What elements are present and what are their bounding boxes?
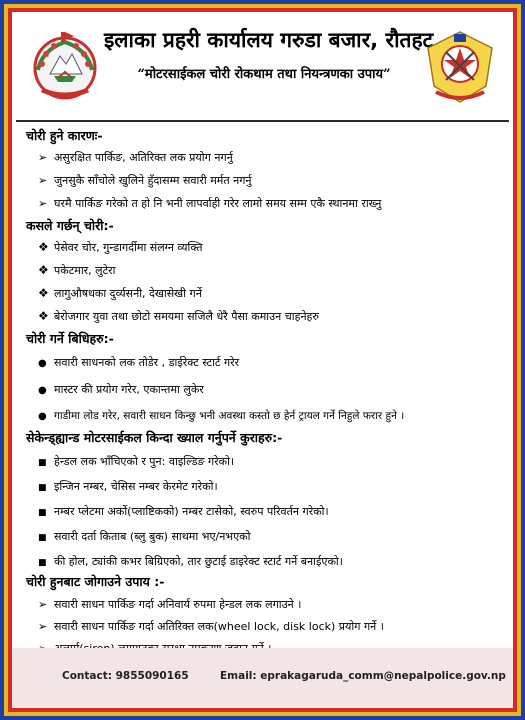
dot-bullet-icon: ● bbox=[38, 411, 47, 422]
nepal-police-emblem-icon bbox=[424, 28, 496, 106]
arrow-bullet-icon: ➢ bbox=[38, 620, 48, 633]
square-bullet-icon: ■ bbox=[38, 458, 47, 468]
list-item: ➢ जुनसुकै साँचोले खुलिने हुँदासम्म सवारी मर्मत नगर्नु bbox=[38, 174, 252, 187]
section-secondhand-checks bbox=[26, 429, 506, 446]
list-item: ➢ सवारी साधन पार्किङ गर्दा अतिरिक्त लक(wheel lock, disk lock) प्रयोग गर्ने । bbox=[38, 620, 384, 633]
arrow-bullet-icon: ➢ bbox=[38, 174, 48, 187]
dot-bullet-icon: ● bbox=[38, 385, 47, 396]
header-divider bbox=[16, 120, 509, 122]
section-title: कसले गर्छन् चोरी:- bbox=[26, 218, 114, 233]
dot-bullet-icon: ● bbox=[38, 358, 47, 369]
nepal-emblem-icon bbox=[28, 30, 102, 102]
square-bullet-icon: ■ bbox=[38, 483, 47, 493]
list-item: ■ हेन्डल लक भाँचिएको र पुन: वाइल्डिङ गरेको। bbox=[38, 455, 235, 468]
section-theft-causes bbox=[26, 127, 506, 144]
square-bullet-icon: ■ bbox=[38, 508, 47, 518]
poster-subtitle: “मोटरसाईकल चोरी रोकथाम तथा नियन्त्रणका उपाय” bbox=[137, 67, 391, 82]
diamond-star-bullet-icon: ❖ bbox=[38, 309, 49, 323]
section-title: चोरी गर्ने बिधिहरु:- bbox=[26, 331, 114, 346]
section-who-steals bbox=[26, 217, 506, 234]
square-bullet-icon: ■ bbox=[38, 558, 47, 568]
square-bullet-icon: ■ bbox=[38, 533, 47, 543]
diamond-star-bullet-icon: ❖ bbox=[38, 240, 49, 254]
list-item: ❖ लागुऔषधका दुर्व्यसनी, देखासेखी गर्ने bbox=[38, 286, 202, 300]
list-item: ❖ बेरोजगार युवा तथा छोटो समयमा सजिलै धेरै पैसा कमाउन चाहनेहरु bbox=[38, 309, 319, 323]
poster-content bbox=[12, 12, 513, 708]
list-item: ● सवारी साधनको लक तोडेर , डाईरेक्ट स्टार्ट गरेर bbox=[38, 356, 240, 369]
list-item: ➢ सवारी साधन पार्किङ गर्दा अनिवार्य रुपमा हेन्डल लक लगाउने । bbox=[38, 598, 302, 611]
list-item: ❖ पकेटमार, लुटेरा bbox=[38, 263, 116, 277]
list-item: ➢ घरमै पार्किङ गरेको त हो नि भनी लापर्वाही गरेर लामो समय सम्म एकै स्थानमा राख्नु bbox=[38, 197, 382, 210]
list-item: ❖ पेसेवर चोर, गुन्डागर्दीमा संलग्न व्यक्ति bbox=[38, 240, 203, 254]
diamond-star-bullet-icon: ❖ bbox=[38, 263, 49, 277]
office-title: इलाका प्रहरी कार्यालय गरुडा बजार, रौतहट bbox=[104, 28, 434, 52]
list-item: ■ सवारी दर्ता किताब (ब्लु बुक) साथमा भए/नभएको bbox=[38, 530, 251, 543]
list-item: ● गाडीमा लोड गरेर, सवारी साधन किन्छु भनी अवस्था कस्तो छ हेर्न ट्रायल गर्ने निहुले फरार हुने । bbox=[38, 410, 405, 422]
section-title: सेकेन्ड्ह्यान्ड मोटरसाईकल किन्दा ख्याल गर्नुपर्ने कुराहरु:- bbox=[26, 430, 283, 445]
contact-phone: Contact: 9855090165 bbox=[62, 670, 189, 682]
list-item: ➢ असुरक्षित पार्किङ, अतिरिक्त लक प्रयोग नगर्नु bbox=[38, 151, 233, 164]
section-theft-methods bbox=[26, 330, 506, 347]
list-item: ■ नम्बर प्लेटमा अर्को(प्लाष्टिकको) नम्बर टासेको, स्वरुप परिवर्तन गरेको। bbox=[38, 505, 329, 518]
arrow-bullet-icon: ➢ bbox=[38, 197, 48, 210]
poster-header bbox=[12, 12, 513, 112]
list-item: ■ की होल, ट्यांकी कभर बिग्रिएको, तार छुटाई डाइरेक्ट स्टार्ट गर्ने बनाईएको। bbox=[38, 555, 343, 568]
arrow-bullet-icon: ➢ bbox=[38, 151, 48, 164]
contact-email: Email: eprakagaruda_comm@nepalpolice.gov.np bbox=[220, 670, 506, 682]
list-item: ■ इन्जिन नम्बर, चेसिस नम्बर केरमेट गरेको। bbox=[38, 480, 218, 493]
list-item: ● मास्टर की प्रयोग गरेर, एकान्तमा लुकेर bbox=[38, 383, 204, 396]
diamond-star-bullet-icon: ❖ bbox=[38, 286, 49, 300]
arrow-bullet-icon: ➢ bbox=[38, 598, 48, 611]
contact-footer bbox=[12, 648, 513, 708]
section-title: चोरी हुने कारणः- bbox=[26, 128, 103, 143]
section-prevention-measures bbox=[26, 573, 506, 590]
section-title: चोरी हुनबाट जोगाउने उपाय :- bbox=[26, 574, 165, 589]
